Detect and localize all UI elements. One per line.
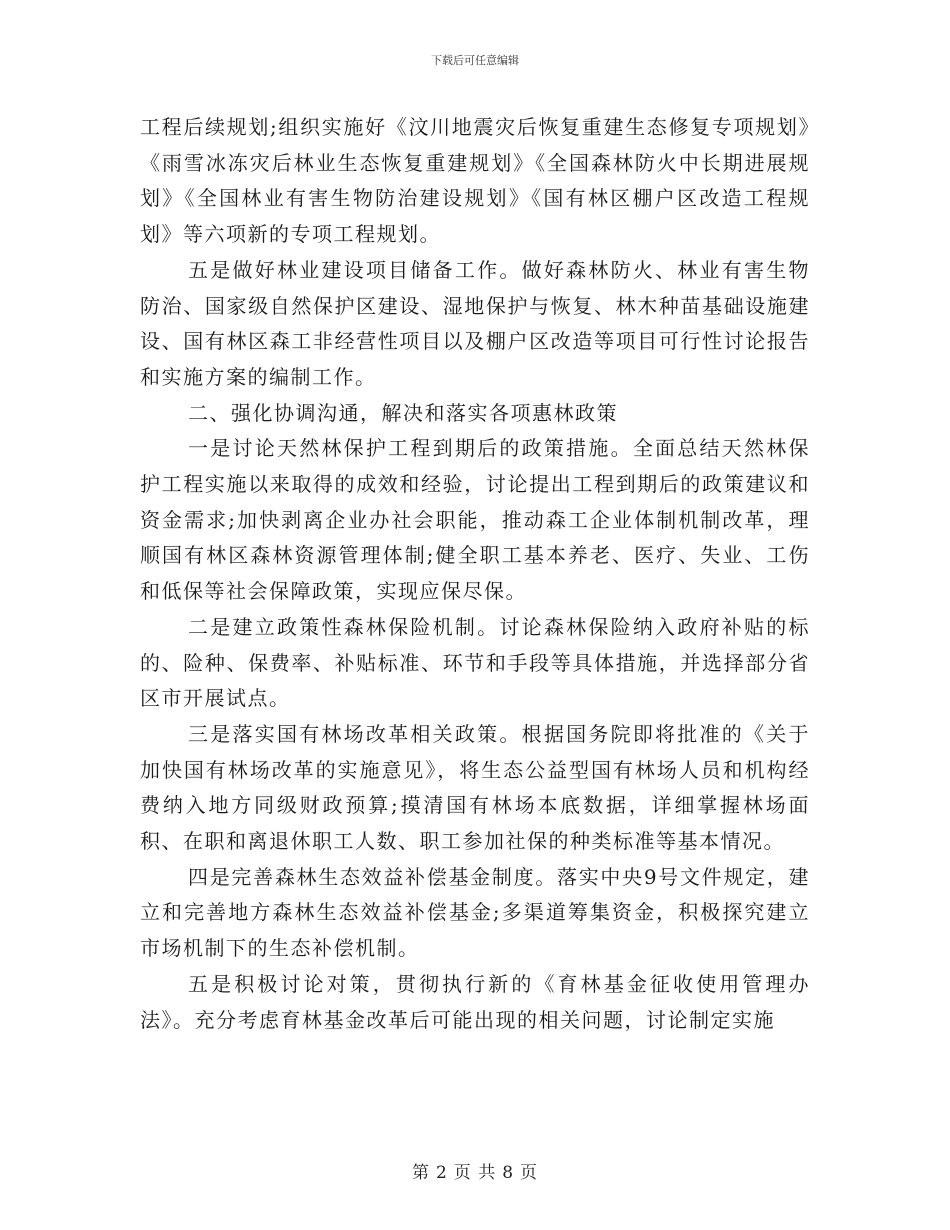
paragraph-3: 一是讨论天然林保护工程到期后的政策措施。全面总结天然林保护工程实施以来取得的成效和经验，讨论提出工程到期后的政策建议和资金需求;加快剥离企业办社会职能，推动森工企业体制机制改革，理顺国有林区森林资源管理体制;健全职工基本养老、医疗、失业、工伤和低保等社会保障政策，实现应保尽保。 (140, 436, 810, 604)
paragraph-7: 五是积极讨论对策，贯彻执行新的《育林基金征收使用管理办法》。充分考虑育林基金改革后可能出现的相关问题，讨论制定实施 (140, 971, 810, 1032)
section-heading: 二、强化协调沟通，解决和落实各项惠林政策 (188, 400, 618, 425)
paragraph-2: 五是做好林业建设项目储备工作。做好森林防火、林业有害生物防治、国家级自然保护区建设、湿地保护与恢复、林木种苗基础设施建设、国有林区森工非经营性项目以及棚户区改造等项目可行性讨论报告和实施方案的编制工作。 (140, 257, 810, 389)
paragraph-1: 工程后续规划;组织实施好《汶川地震灾后恢复重建生态修复专项规划》《雨雪冰冻灾后林业生态恢复重建规划》《全国森林防火中长期进展规划》《全国林业有害生物防治建设规划》《国有林区棚户区改造工程规划》等六项新的专项工程规划。 (140, 115, 810, 247)
paragraph-5: 三是落实国有林场改革相关政策。根据国务院即将批准的《关于加快国有林场改革的实施意见》，将生态公益型国有林场人员和机构经费纳入地方同级财政预算;摸清国有林场本底数据，详细掌握林场面积、在职和离退休职工人数、职工参加社保的种类标准等基本情况。 (140, 721, 810, 854)
footer-total-pages: 8 (502, 1163, 515, 1183)
page-header: 下载后可任意编辑 (431, 54, 519, 67)
footer-middle: 页 共 (453, 1163, 497, 1183)
footer-current-page: 2 (435, 1163, 448, 1183)
paragraph-6: 四是完善森林生态效益补偿基金制度。落实中央9号文件规定，建立和完善地方森林生态效益补偿基金;多渠道筹集资金，积极探究建立市场机制下的生态补偿机制。 (140, 864, 810, 961)
document-body (140, 110, 810, 1038)
paragraph-4: 二是建立政策性森林保险机制。讨论森林保险纳入政府补贴的标的、险种、保费率、补贴标准、环节和手段等具体措施，并选择部分省区市开展试点。 (140, 614, 810, 711)
footer-suffix: 页 (520, 1163, 539, 1183)
footer-prefix: 第 (411, 1163, 430, 1183)
page-footer (0, 1158, 950, 1183)
